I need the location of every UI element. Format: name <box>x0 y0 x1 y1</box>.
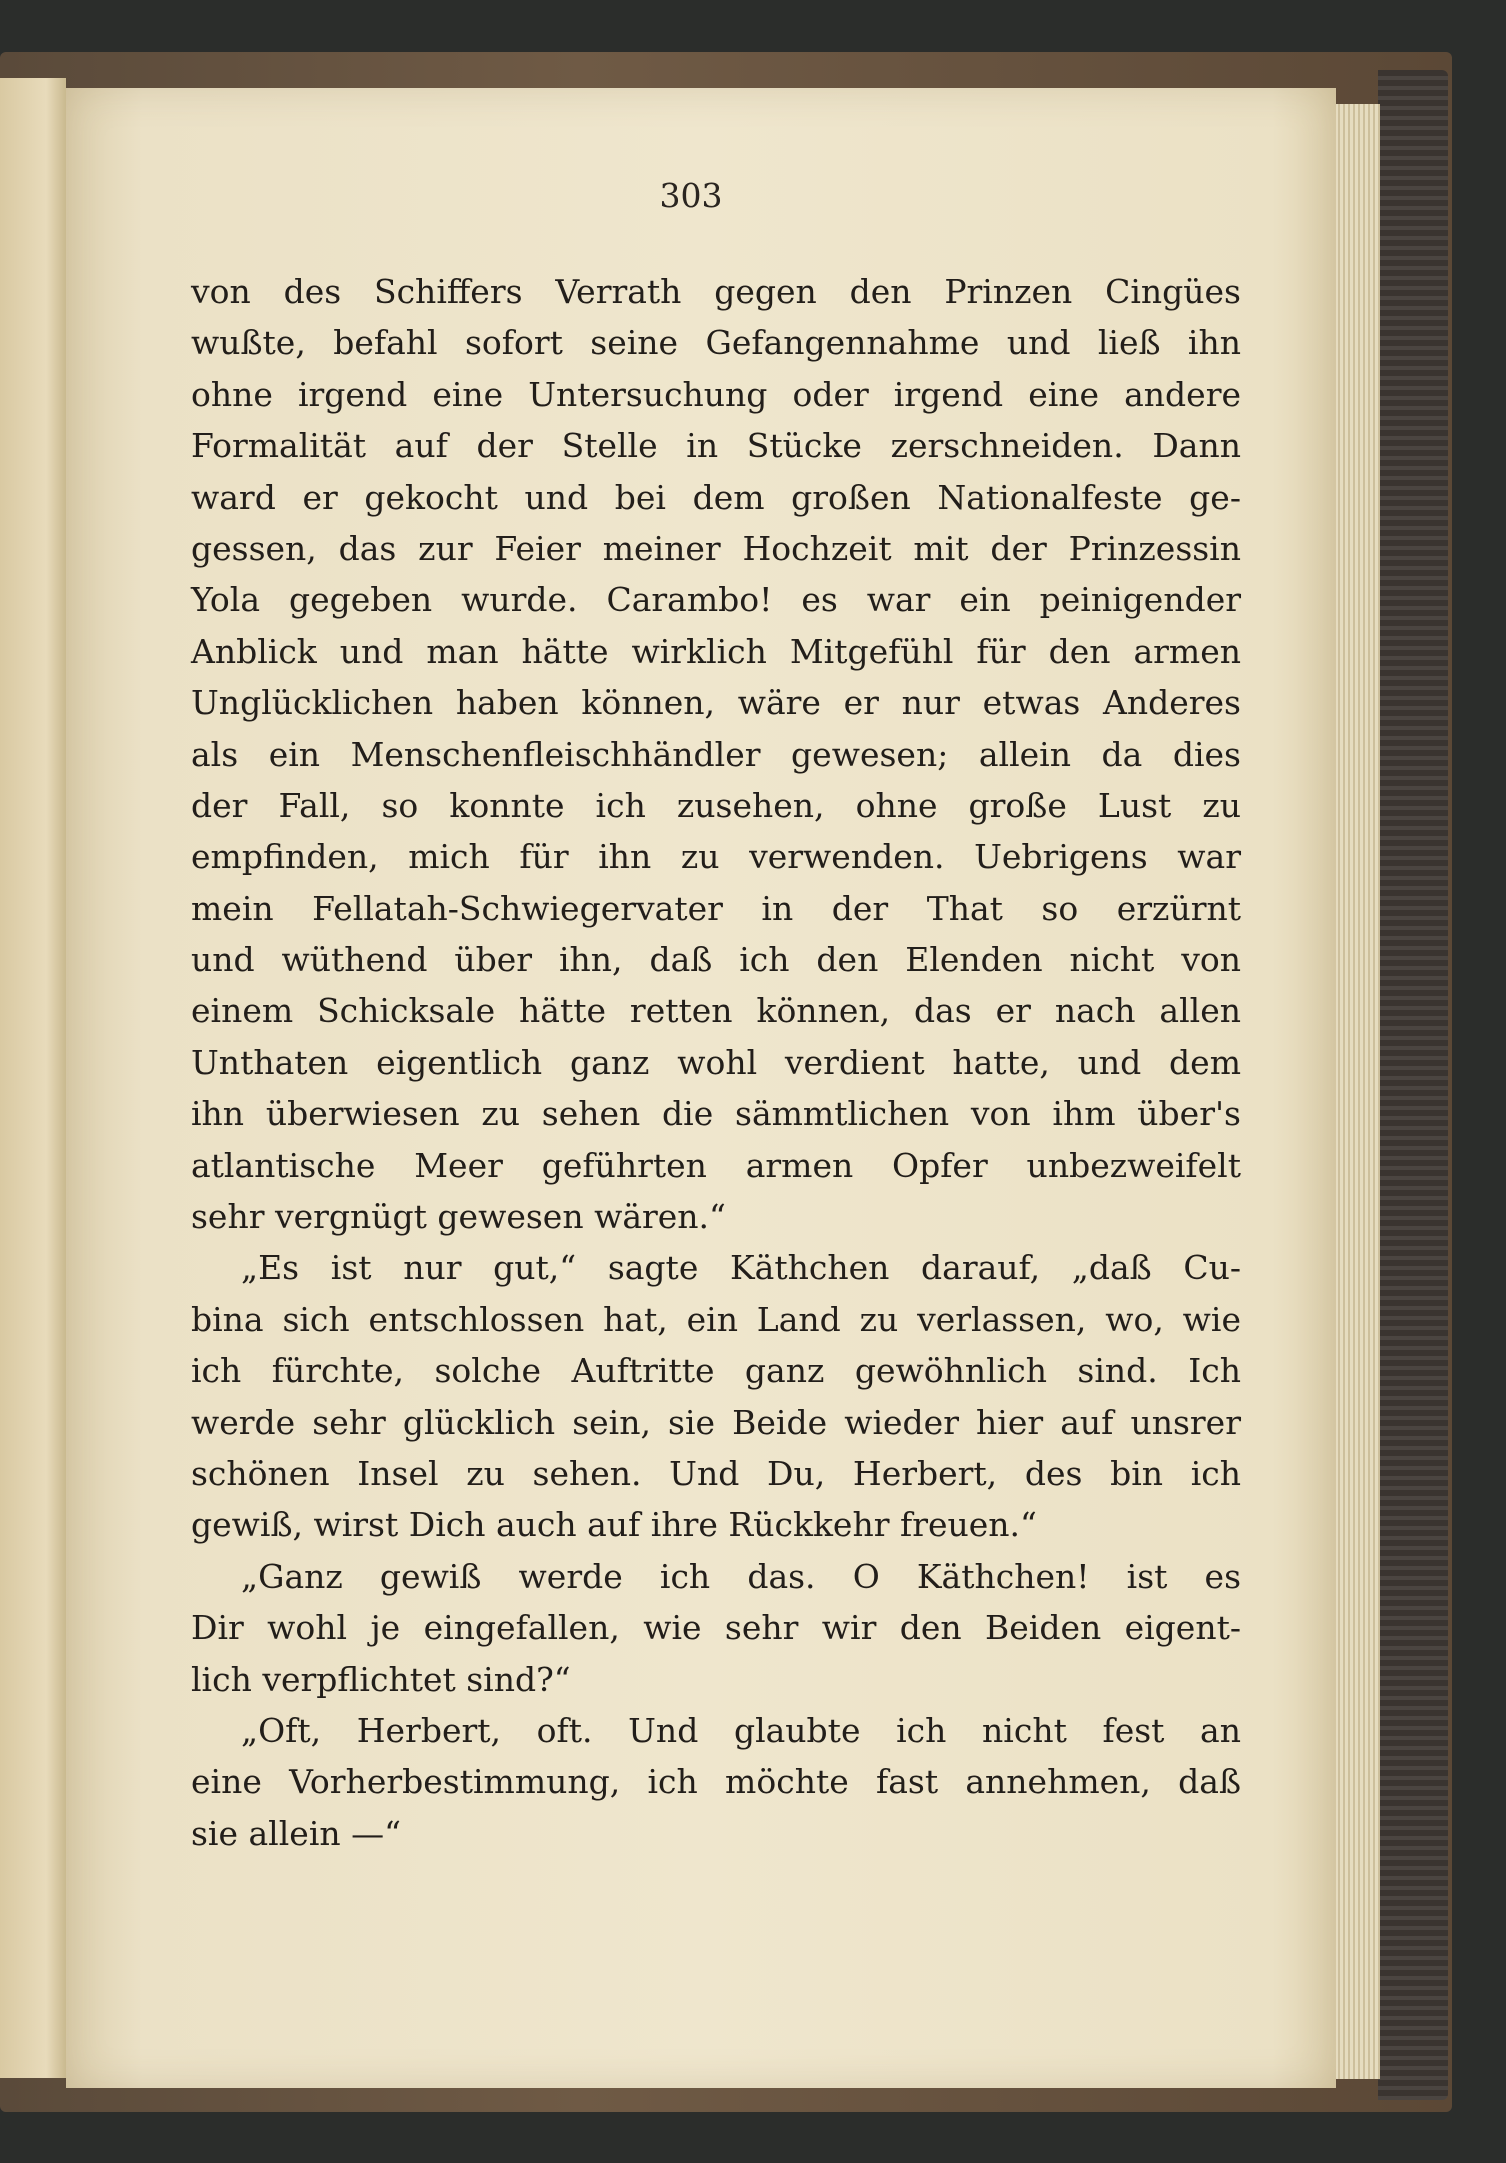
text-line: „Oft, Herbert, oft. Und glaubte ich nicht fest an <box>241 1710 1241 1750</box>
text-line: Unglücklichen haben können, wäre er nur etwas Anderes <box>191 683 1241 723</box>
book-page <box>66 88 1336 2088</box>
text-line: schönen Insel zu sehen. Und Du, Herbert, des bin ich <box>191 1453 1241 1493</box>
text-line: sehr vergnügt gewesen wären.“ <box>191 1197 726 1237</box>
text-line: und wüthend über ihn, daß ich den Elenden nicht von <box>191 940 1241 980</box>
text-line: „Ganz gewiß werde ich das. O Käthchen! ist es <box>241 1556 1241 1596</box>
text-line: empfinden, mich für ihn zu verwenden. Uebrigens war <box>191 837 1241 877</box>
text-line: atlantische Meer geführten armen Opfer unbezweifelt <box>191 1145 1241 1185</box>
text-line: Unthaten eigentlich ganz wohl verdient hatte, und dem <box>191 1042 1241 1082</box>
text-line: mein Fellatah-Schwiegervater in der That so erzürnt <box>191 888 1241 928</box>
text-line: ward er gekocht und bei dem großen Nationalfeste ge- <box>191 477 1241 517</box>
text-line: Formalität auf der Stelle in Stücke zerschneiden. Dann <box>191 426 1241 466</box>
text-line: wußte, befahl sofort seine Gefangennahme und ließ ihn <box>191 323 1241 363</box>
page-number: 303 <box>659 176 723 215</box>
text-line: ich fürchte, solche Auftritte ganz gewöhnlich sind. Ich <box>191 1351 1241 1391</box>
text-line: der Fall, so konnte ich zusehen, ohne große Lust zu <box>191 785 1241 825</box>
text-line: eine Vorherbestimmung, ich möchte fast annehmen, daß <box>191 1762 1241 1802</box>
book-spine <box>1378 70 1448 2100</box>
text-line: als ein Menschenfleischhändler gewesen; allein da dies <box>191 734 1241 774</box>
text-line: von des Schiffers Verrath gegen den Prinzen Cingües <box>191 272 1241 311</box>
text-line: ohne irgend eine Untersuchung oder irgend eine andere <box>191 374 1241 414</box>
text-line: „Es ist nur gut,“ sagte Käthchen darauf, „daß Cu- <box>241 1248 1241 1288</box>
text-line: Yola gegeben wurde. Carambo! es war ein peinigender <box>191 580 1241 620</box>
text-line: gewiß, wirst Dich auch auf ihre Rückkehr freuen.“ <box>191 1505 1037 1545</box>
text-line: Dir wohl je eingefallen, wie sehr wir den Beiden eigent- <box>191 1608 1241 1648</box>
text-line: lich verpflichtet sind?“ <box>191 1659 571 1699</box>
page-text <box>191 266 1241 1859</box>
text-line: Anblick und man hätte wirklich Mitgefühl für den armen <box>191 631 1241 671</box>
text-line: werde sehr glücklich sein, sie Beide wieder hier auf unsrer <box>191 1402 1241 1442</box>
left-page-edge <box>0 78 66 2078</box>
text-line: gessen, das zur Feier meiner Hochzeit mit der Prinzessin <box>191 528 1241 568</box>
text-line: einem Schicksale hätte retten können, das er nach allen <box>191 991 1241 1031</box>
text-line: sie allein —“ <box>191 1813 401 1853</box>
text-line: bina sich entschlossen hat, ein Land zu verlassen, wo, wie <box>191 1299 1241 1339</box>
text-line: ihn überwiesen zu sehen die sämmtlichen von ihm über's <box>191 1094 1241 1134</box>
